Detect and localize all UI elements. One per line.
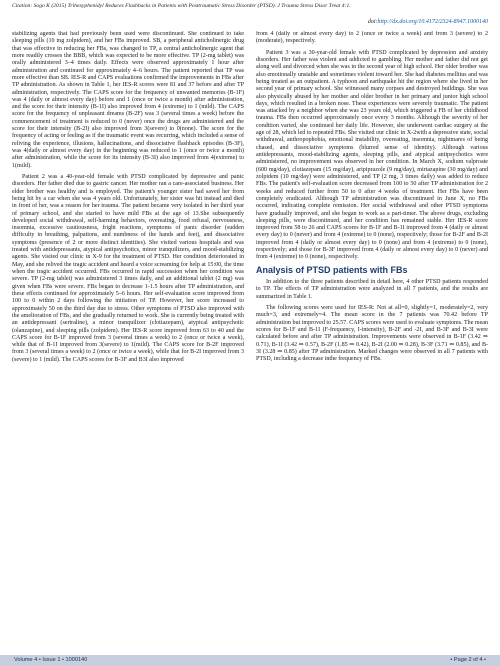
paragraph-patient2: Patient 2 was a 40-year-old female with PTSD complicated by depressive and panic disorders. Her father died due to gastric cancer. Her mother ran a care-associated business. Her elder brother was healthy and is employed. The patient's younger sister had saved her from being hit by a car when she was 4 years old. Unfortunately, her sister was hit instead and died in front of her, was a reason for her trauma. The patient became very isolated in her third year of primary school, and she started to have mild FBs at the age of 13.She subsequently developed social withdrawal, self-harming behaviors, overeating, food refusal, nervousness, insomnia, excessive cautiousness, fright reactions, symptoms of panic disorder (sudden difficulty in breathing, palpations, and numbness of the hands and feet), and dissociative symptoms (presence of 2 or more distinct identities). She visited various hospitals and was treated with antidepressants, atypical antipsychotics, minor tranquilizers, and mood-stabilizing agents. She visited our clinic in X-9 for the treatment of PTSD. Her condition deteriorated in May, and she relived the tragic accident and heard a voice screaming for help at 15:00, the time when the tragic accident occurred. FBs occurred in rapid succession when her condition was severe. TP (2-mg tablet) was administered 3 times daily, and an additional tablet (2 mg) was given when FBs were severe. FBs began to decrease 1-1.5 hours after TP administration, and these effects continued for approximately 5–6 hours. Her self-evaluation score improved from 100 to 0 within 2 days following the initiation of TP. However, her score increased to approximately 50 on the third day due to stress. Other symptoms of PTSD also improved with the amelioration of FBs, and she gradually returned to work. She is currently being treated with an antidepressant (sertraline), a minor tranquilizer (clotiazepam), atypical antipsychotic (olanzapine), and sleeping pills (zolpidem). Her IES-R score improved from 63 to 40 and the CAPS score for B-1F improved from 3 (several times a week) to 2 (once or twice a week), while that of B-1I improved from 3(severe) to 1(mild). The CAPS score for B-2F improved from 3 (several times a week) to 2 (once or twice a week), while that for B-2I improved from 3 (severe) to 1 (mild). The CAPS scores for B-3F and B3I also improved	[12, 173, 244, 363]
paragraph-patient1-continued: stabilizing agents that had previously been used were discontinued. She continued to take sleeping pills (10 mg zolpidem), and her FBs improved. SB, a peripheral anticholinergic drug that was effective in reducing her FBs, was changed to TP, a central anticholinergic agent that more readily crosses the BBB, which was expected to be more effective. TP (2-mg tablet) was orally administered 3–4 times daily. Effects were observed approximately 1 hour after administration and continued for approximately 4–6 hours. The patient reported that TP was more effective than SB. IES-R and CAPS evaluations confirmed the improvements in FBs after TP administration. As shown in Table 1, her IES-R scores were 81 and 37 before and after TP administration, respectively. The CAPS score for the frequency of unwanted memories (B-1F) was 4 (daily or almost every day) before and 1 (once or twice a month) after administration, and the score for their intensity (B-1I) also improved from 4 (extreme) to 1 (mild). The CAPS score for the frequency of unpleasant dreams (B-2F) was 3 (several times a week) before the commencement of treatment is reduced to 0 (never) once the drugs are administered and the score for their intensity (B-2I) also improved from 3(severe) to 0(none). The score for the frequency of acting or feeling as if the traumatic event was recurring, which included a sense of reliving the experience, illusions, hallucinations, and dissociative flashback episodes (B-3F), was 4(daily or almost every day) in the beginning was reduced to 1 (once or twice a month) after administration, while the score for its intensity (B-3I) also improved from 4(extreme) to 1(mild).	[12, 31, 244, 169]
doi-label: doi:	[367, 19, 378, 25]
doi-link[interactable]: http://dx.doi.org/10.4172/2324-8947.1000140	[377, 19, 488, 25]
footer-page-number: • Page 2 of 4 •	[450, 657, 486, 663]
citation-header	[12, 3, 488, 10]
section-heading: Analysis of PTSD patients with FBs	[256, 264, 408, 275]
right-column	[256, 31, 488, 641]
page-footer	[0, 655, 500, 666]
left-column	[12, 31, 244, 641]
paragraph-patient2-continued: from 4 (daily or almost every day) to 2 (once or twice a week) and from 3 (severe) to 2 (moderate), respectively.	[256, 31, 488, 45]
paragraph-patient3: Patient 3 was a 30-year-old female with PTSD complicated by depression and anxiety disorders. Her father was violent and addicted to gambling. Her mother and father did not get along well and divorced when she was in the second year of high school. Her older brother was also emotionally unstable and sometimes violent toward her. She had diabetes mellitus and was being treated as an outpatient. A typhoon and earthquake hit the region where she lived in her second year of primary school. She witnessed many corpses and destroyed buildings. She was also physically abused by her mother and older brother in her primary and junior high school days, which resulted in a broken nose. These experiences were severely traumatic. The patient was attacked by a neighbor when she was 23 years old, which triggered a FB of her childhood trauma. FBs then occurred approximately once every 3 months. Although the severity of her condition varied, she continued her daily life. However, she underwent cardiac surgery at the age of 28, which led to repeated FBs. She visited our clinic in X-2with a depressive state, social withdrawal, anthropophobia, emotional instability, overeating, insomnia, nightmares of being chased, and dissociative symptoms (blurred sense of identity). Although various antidepressants, mood-stabilizing agents, sleeping pills, and atypical antipsychotics were administered, no improvement was observed in her condition. In March X, sodium valproate (600 mg/day), clotiazepam (15 mg/day), aripiprazole (9 mg/day), mirtazapine (30 mg/day) and zolpidem (10 mg/day) were administered, and TP (2 mg, 3 times daily) was added to reduce FBs. The patient's self-evaluation score decreased from 100 to 50 after TP administration for 2 weeks and reduced further from 50 to 0 after 4 weeks of treatment. Her FBs have been completely eradicated. Although TP administration was discontinued in June X, no FBs occurred, indicating complete remission. Her social withdrawal and other PTSD symptoms have gradually improved, and she began to work as a part-timer. The above drugs, excluding sleeping pills, were discontinued, and her condition has remained stable. Her IES-R score improved from 58 to 26 and CAPS scores for B-1F and B-1I improved from 4 (daily or almost every day) to 0 (never) and from 4 (extreme) to 0 (none), respectively; those for B-2F and B-2I improved from 4 (daily or almost every day) to 0 (none) and from 4 (extreme) to 0 (none), respectively; and those for B-3F improved from 4 (daily or almost every day) to 0 (never) and from 4 (extreme) to 0 (none), respectively.	[256, 49, 488, 261]
footer-volume: Volume 4 • Issue 1 • 1000140	[14, 657, 88, 663]
paragraph-analysis-2: The following scores were used for IES-R: Not at all=0, slightly=1, moderately=2, very much=3, and extremely=4. The mean score in the 7 patients was 70.42 before TP administration but improved to 25.57. CAPS scores were used to evaluate symptoms. The mean scores for B-1F and B-1I (F-frequency, I-intensity), B-2F and -2I, and B-3F and B-3I were calculated before and after TP administration. Improvements were observed in B-1F (3.42 ⇒ 0.71), B-1I (3.42 ⇒ 0.57), B-2F (1.85 ⇒ 0.42), B-2I (2.00 ⇒ 0.28), B-3F (3.71 ⇒ 0.85), and B-3I (3.28 ⇒ 0.85) after TP administration. Marked changes were observed in all 7 patients with PTSD, including a decrease inthe frequency of FBs.	[256, 304, 488, 363]
citation-text: Citation: Sogo K (2015) Trihexyphenidyl Reduces Flashbacks in Patients with Posttraumatic Stress Disorder (PTSD). J Trauma Stress Disor Treat 4:1.	[12, 3, 351, 9]
paragraph-analysis-1: In addition to the three patients described in detail here, 4 other PTSD patients responded to TP. The effects of TP administration were analyzed in all 7 patients, and the results are summarized in Table 1.	[256, 279, 488, 300]
doi-line	[368, 19, 488, 25]
